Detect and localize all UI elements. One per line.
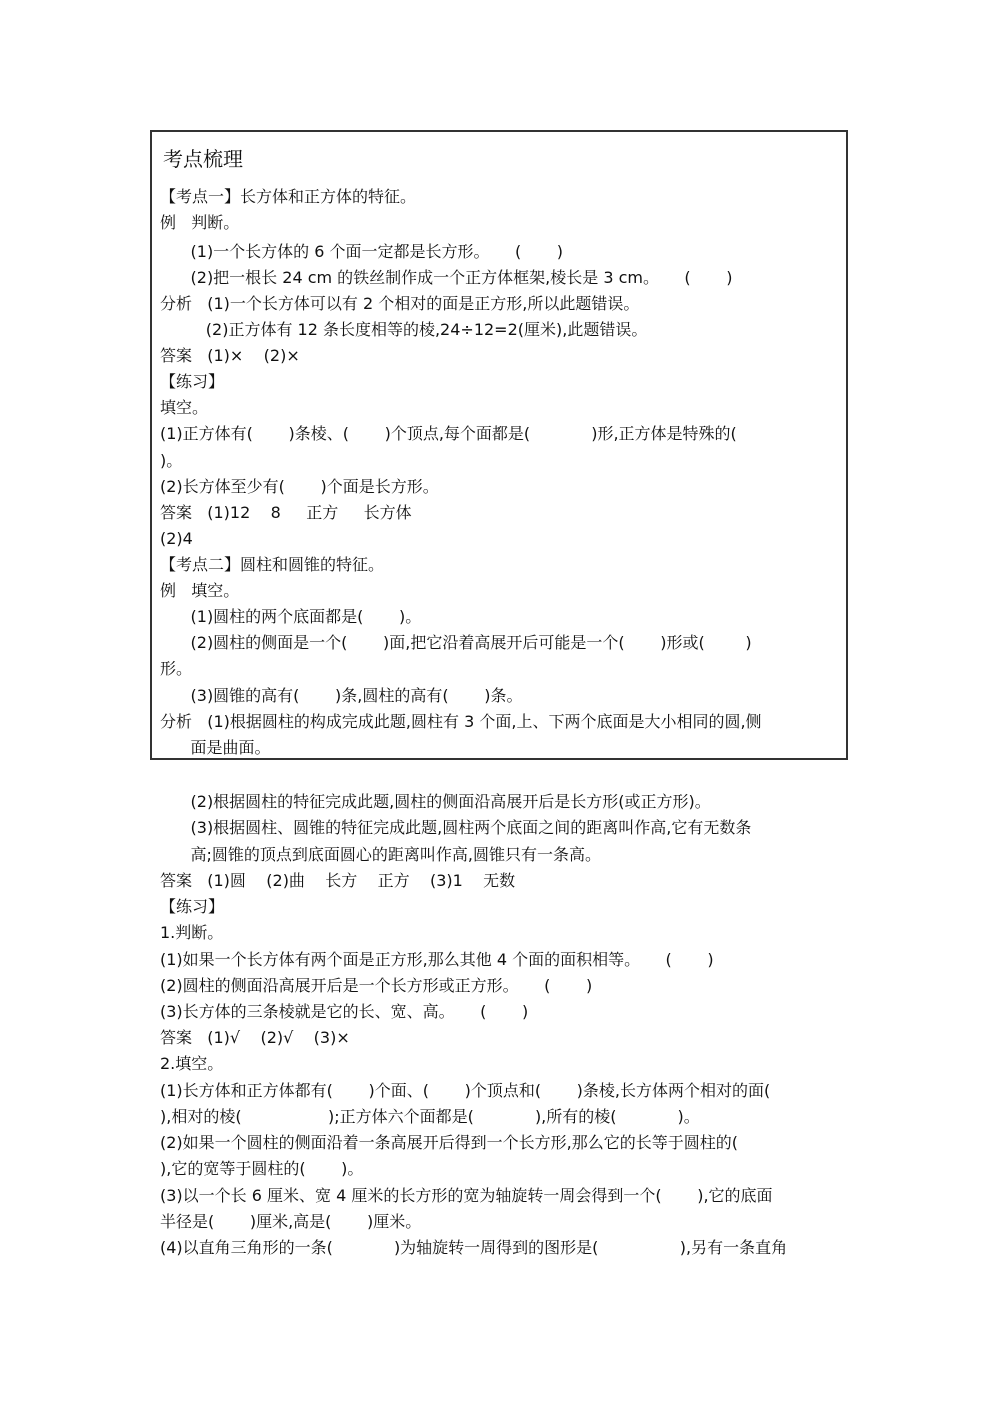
text-line: 【考点一】长方体和正方体的特征。 — [160, 187, 417, 206]
text-line: (3)圆锥的高有( )条,圆柱的高有( )条。 — [160, 686, 523, 705]
text-line: (2)长方体至少有( )个面是长方形。 — [160, 477, 439, 496]
text-line: (1)长方体和正方体都有( )个面、( )个顶点和( )条棱,长方体两个相对的面( — [160, 1081, 771, 1100]
text-line: 【考点二】圆柱和圆锥的特征。 — [160, 555, 385, 574]
text-line: 填空。 — [160, 398, 209, 417]
text-line: (1)如果一个长方体有两个面是正方形,那么其他 4 个面的面积相等。 ( ) — [160, 950, 714, 969]
text-line: 答案 (1)圆 (2)曲 长方 正方 (3)1 无数 — [160, 871, 516, 890]
text-line: ),它的宽等于圆柱的( )。 — [160, 1159, 364, 1178]
text-line: )。 — [160, 451, 183, 470]
text-line: 分析 (1)根据圆柱的构成完成此题,圆柱有 3 个面,上、下两个底面是大小相同的圆,侧 — [160, 712, 762, 731]
text-line: (2)根据圆柱的特征完成此题,圆柱的侧面沿高展开后是长方形(或正方形)。 — [160, 792, 711, 811]
box-title: 考点梳理 — [163, 147, 243, 171]
text-line: (2)把一根长 24 cm 的铁丝制作成一个正方体框架,棱长是 3 cm。 ( ) — [160, 268, 733, 287]
text-line: 答案 (1)× (2)× — [160, 346, 300, 365]
text-line: 【练习】 — [160, 372, 225, 391]
text-line: (3)长方体的三条棱就是它的长、宽、高。 ( ) — [160, 1002, 529, 1021]
text-line: 答案 (1)12 8 正方 长方体 — [160, 503, 412, 522]
text-line: (2)圆柱的侧面是一个( )面,把它沿着高展开后可能是一个( )形或( ) — [160, 633, 752, 652]
text-line: (1)圆柱的两个底面都是( )。 — [160, 607, 422, 626]
text-line: (1)正方体有( )条棱、( )个顶点,每个面都是( )形,正方体是特殊的( — [160, 424, 737, 443]
text-line: 例 填空。 — [160, 581, 240, 600]
text-line: 半径是( )厘米,高是( )厘米。 — [160, 1212, 422, 1231]
text-line: (2)如果一个圆柱的侧面沿着一条高展开后得到一个长方形,那么它的长等于圆柱的( — [160, 1133, 738, 1152]
text-line: 答案 (1)√ (2)√ (3)× — [160, 1028, 350, 1047]
text-line: 例 判断。 — [160, 213, 240, 232]
text-line: 面是曲面。 — [160, 738, 271, 757]
text-line: 1.判断。 — [160, 923, 224, 942]
key-points-box — [150, 130, 848, 760]
text-line: (2)正方体有 12 条长度相等的棱,24÷12=2(厘米),此题错误。 — [160, 320, 648, 339]
text-line: (2)4 — [160, 529, 193, 548]
text-line: 分析 (1)一个长方体可以有 2 个相对的面是正方形,所以此题错误。 — [160, 294, 640, 313]
text-line: (2)圆柱的侧面沿高展开后是一个长方形或正方形。 ( ) — [160, 976, 593, 995]
text-line: (3)根据圆柱、圆锥的特征完成此题,圆柱两个底面之间的距离叫作高,它有无数条 — [160, 818, 752, 837]
text-line: 【练习】 — [160, 897, 225, 916]
text-line: (3)以一个长 6 厘米、宽 4 厘米的长方形的宽为轴旋转一周会得到一个( ),它的底面 — [160, 1186, 773, 1205]
text-line: (4)以直角三角形的一条( )为轴旋转一周得到的图形是( ),另有一条直角 — [160, 1238, 788, 1257]
text-line: (1)一个长方体的 6 个面一定都是长方形。 ( ) — [160, 242, 564, 261]
text-line: 高;圆锥的顶点到底面圆心的距离叫作高,圆锥只有一条高。 — [160, 845, 601, 864]
text-line: 形。 — [160, 659, 193, 678]
text-line: 2.填空。 — [160, 1054, 224, 1073]
text-line: ),相对的棱( );正方体六个面都是( ),所有的棱( )。 — [160, 1107, 700, 1126]
